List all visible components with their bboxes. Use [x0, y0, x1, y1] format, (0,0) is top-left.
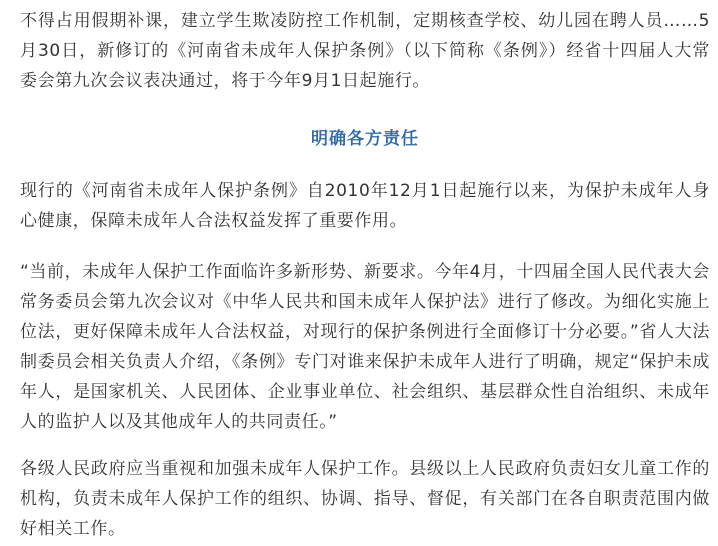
paragraph-official-quote: “当前，未成年人保护工作面临许多新形势、新要求。今年4月，十四届全国人民代表大会常务委员会第九次会议对《中华人民共和国未成年人保护法》进行了修改。为细化实施上位法，更好保障未成年人合法权益，对现行的保护条例进行全面修订十分必要。”省人大法制委员会相关负责人介绍，《条例》专门对谁来保护未成年人进行了明确，规定“保护未成年人，是国家机关、人民团体、企业事业单位、社会组织、基层群众性自治组织、未成年人的监护人以及其他成年人的共同责任。” [20, 262, 710, 432]
paragraph-intro: 不得占用假期补课，建立学生欺凌防控工作机制，定期核查学校、幼儿园在聘人员……5月30日，新修订的《河南省未成年人保护条例》（以下简称《条例》）经省十四届人大常委会第九次会议表决通过，将于今年9月1日起施行。 [20, 11, 710, 91]
paragraph-government-duty: 各级人民政府应当重视和加强未成年人保护工作。县级以上人民政府负责妇女儿童工作的机构，负责未成年人保护工作的组织、协调、指导、督促，有关部门在各自职责范围内做好相关工作。 [20, 459, 710, 539]
section-heading: 明确各方责任 [311, 129, 419, 149]
paragraph-current-regulation: 现行的《河南省未成年人保护条例》自2010年12月1日起施行以来，为保护未成年人身心健康，保障未成年人合法权益发挥了重要作用。 [20, 181, 710, 231]
